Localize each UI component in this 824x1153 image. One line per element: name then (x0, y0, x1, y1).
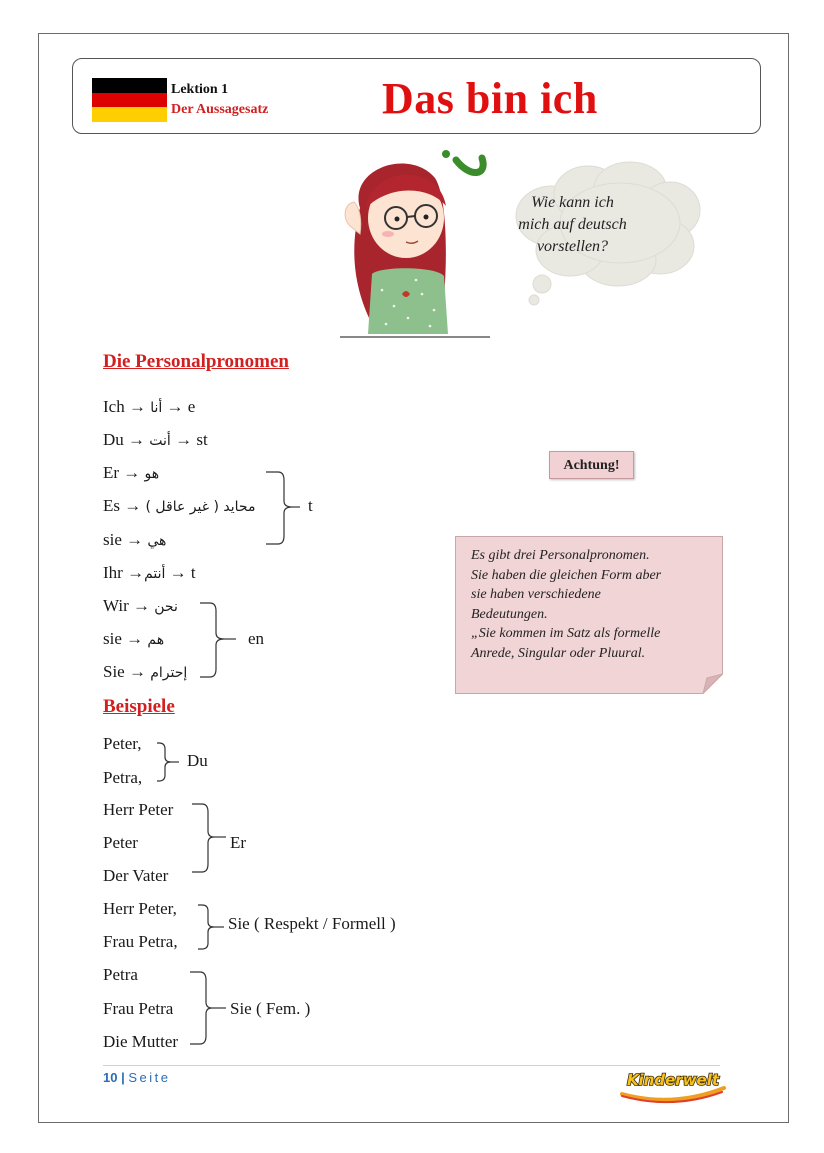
pronoun-ar: أنتم (144, 566, 166, 582)
example-item: Peter, (103, 734, 142, 753)
question-mark-icon (442, 150, 483, 173)
example-item: Peter (103, 833, 138, 852)
example-label: Sie ( Fem. ) (230, 999, 311, 1018)
example-item: Die Mutter (103, 1032, 179, 1051)
pronoun-row: Du → أنت → st (103, 430, 208, 449)
brace-icon (188, 970, 230, 1046)
example-item: Petra, (103, 768, 143, 787)
german-flag-icon (92, 78, 167, 122)
brace-icon (196, 903, 230, 951)
ending-label: t (308, 496, 313, 515)
pronoun-ar: هي (147, 533, 167, 549)
pronoun-de: sie (103, 530, 122, 549)
example-item: Herr Peter, (103, 899, 177, 918)
pronoun-de: Es (103, 496, 120, 515)
pronoun-ar: نحن (154, 599, 178, 615)
example-item: Frau Petra (103, 999, 174, 1018)
example-item: Der Vater (103, 866, 169, 885)
kinderwelt-logo (618, 1064, 728, 1104)
example-label: Er (230, 833, 247, 852)
pronoun-de: Er (103, 463, 120, 482)
note-line: Anrede, Singular oder Pluural. (471, 645, 646, 661)
note-line: sie haben verschiedene (471, 587, 601, 602)
ending-label: en (248, 629, 265, 648)
pronoun-de: sie (103, 629, 122, 648)
pronoun-row: Sie → إحترام (103, 662, 188, 681)
pronoun-de: Du (103, 430, 124, 449)
note-line: „Sie kommen im Satz als formelle (471, 626, 661, 641)
pronoun-row: Ihr →أنتم → t (103, 563, 196, 582)
section-title-beispiele: Beispiele (103, 696, 175, 717)
section-title-personalpronomen: Die Personalpronomen (103, 351, 289, 372)
page-number (103, 1070, 171, 1085)
pronoun-row: Wir → نحن (103, 596, 178, 615)
pronoun-ar: إحترام (150, 665, 188, 681)
pronoun-ar: هو (144, 466, 160, 482)
pronoun-row: sie → هي (103, 530, 167, 549)
page-word: Seite (128, 1070, 171, 1085)
pronoun-de: Sie (103, 662, 125, 681)
example-label: Sie ( Respekt / Formell ) (228, 914, 396, 933)
pronoun-ending: t (190, 563, 196, 582)
bubble-line: vorstellen? (536, 238, 609, 255)
lesson-number: Lektion 1 (171, 82, 229, 97)
pronoun-row: Es → محايد ( غير عاقل ) (103, 496, 256, 515)
logo-text: Kinderwelt (626, 1071, 720, 1089)
example-item: Frau Petra, (103, 932, 178, 951)
pronoun-ending: e (187, 397, 196, 416)
pronoun-row: Ich → أنا → e (103, 397, 196, 416)
note-line: Sie haben die gleichen Form aber (471, 567, 662, 583)
achtung-label: Achtung! (549, 451, 634, 479)
brace-icon (190, 802, 230, 874)
example-label: Du (187, 751, 208, 770)
pronoun-ar: هم (147, 632, 165, 648)
bubble-line: mich auf deutsch (518, 216, 627, 233)
page-number-separator: | (121, 1070, 125, 1085)
pronoun-de: Ihr (103, 563, 123, 582)
brace-icon (264, 470, 304, 548)
pronoun-row: sie → هم (103, 629, 165, 648)
page-title: Das bin ich (382, 74, 598, 123)
note-text (471, 546, 716, 663)
note-line: Es gibt drei Personalpronomen. (471, 548, 650, 563)
page-number-value: 10 (103, 1070, 118, 1085)
pronoun-ar: محايد ( غير عاقل ) (145, 499, 256, 515)
brace-icon (155, 741, 185, 783)
pronoun-row: Er → هو (103, 463, 160, 482)
pronoun-ending: st (196, 430, 208, 449)
pronoun-ar: أنت (149, 433, 171, 449)
thought-bubble-text (500, 192, 645, 258)
example-item: Herr Peter (103, 800, 174, 819)
pronoun-de: Wir (103, 596, 129, 615)
brace-icon (198, 601, 238, 681)
note-line: Bedeutungen. (471, 606, 548, 622)
pronoun-de: Ich (103, 397, 125, 416)
pronoun-ar: أنا (150, 400, 163, 416)
example-item: Petra (103, 965, 138, 984)
lesson-subtitle: Der Aussagesatz (171, 102, 269, 117)
bubble-line: Wie kann ich (531, 194, 614, 211)
